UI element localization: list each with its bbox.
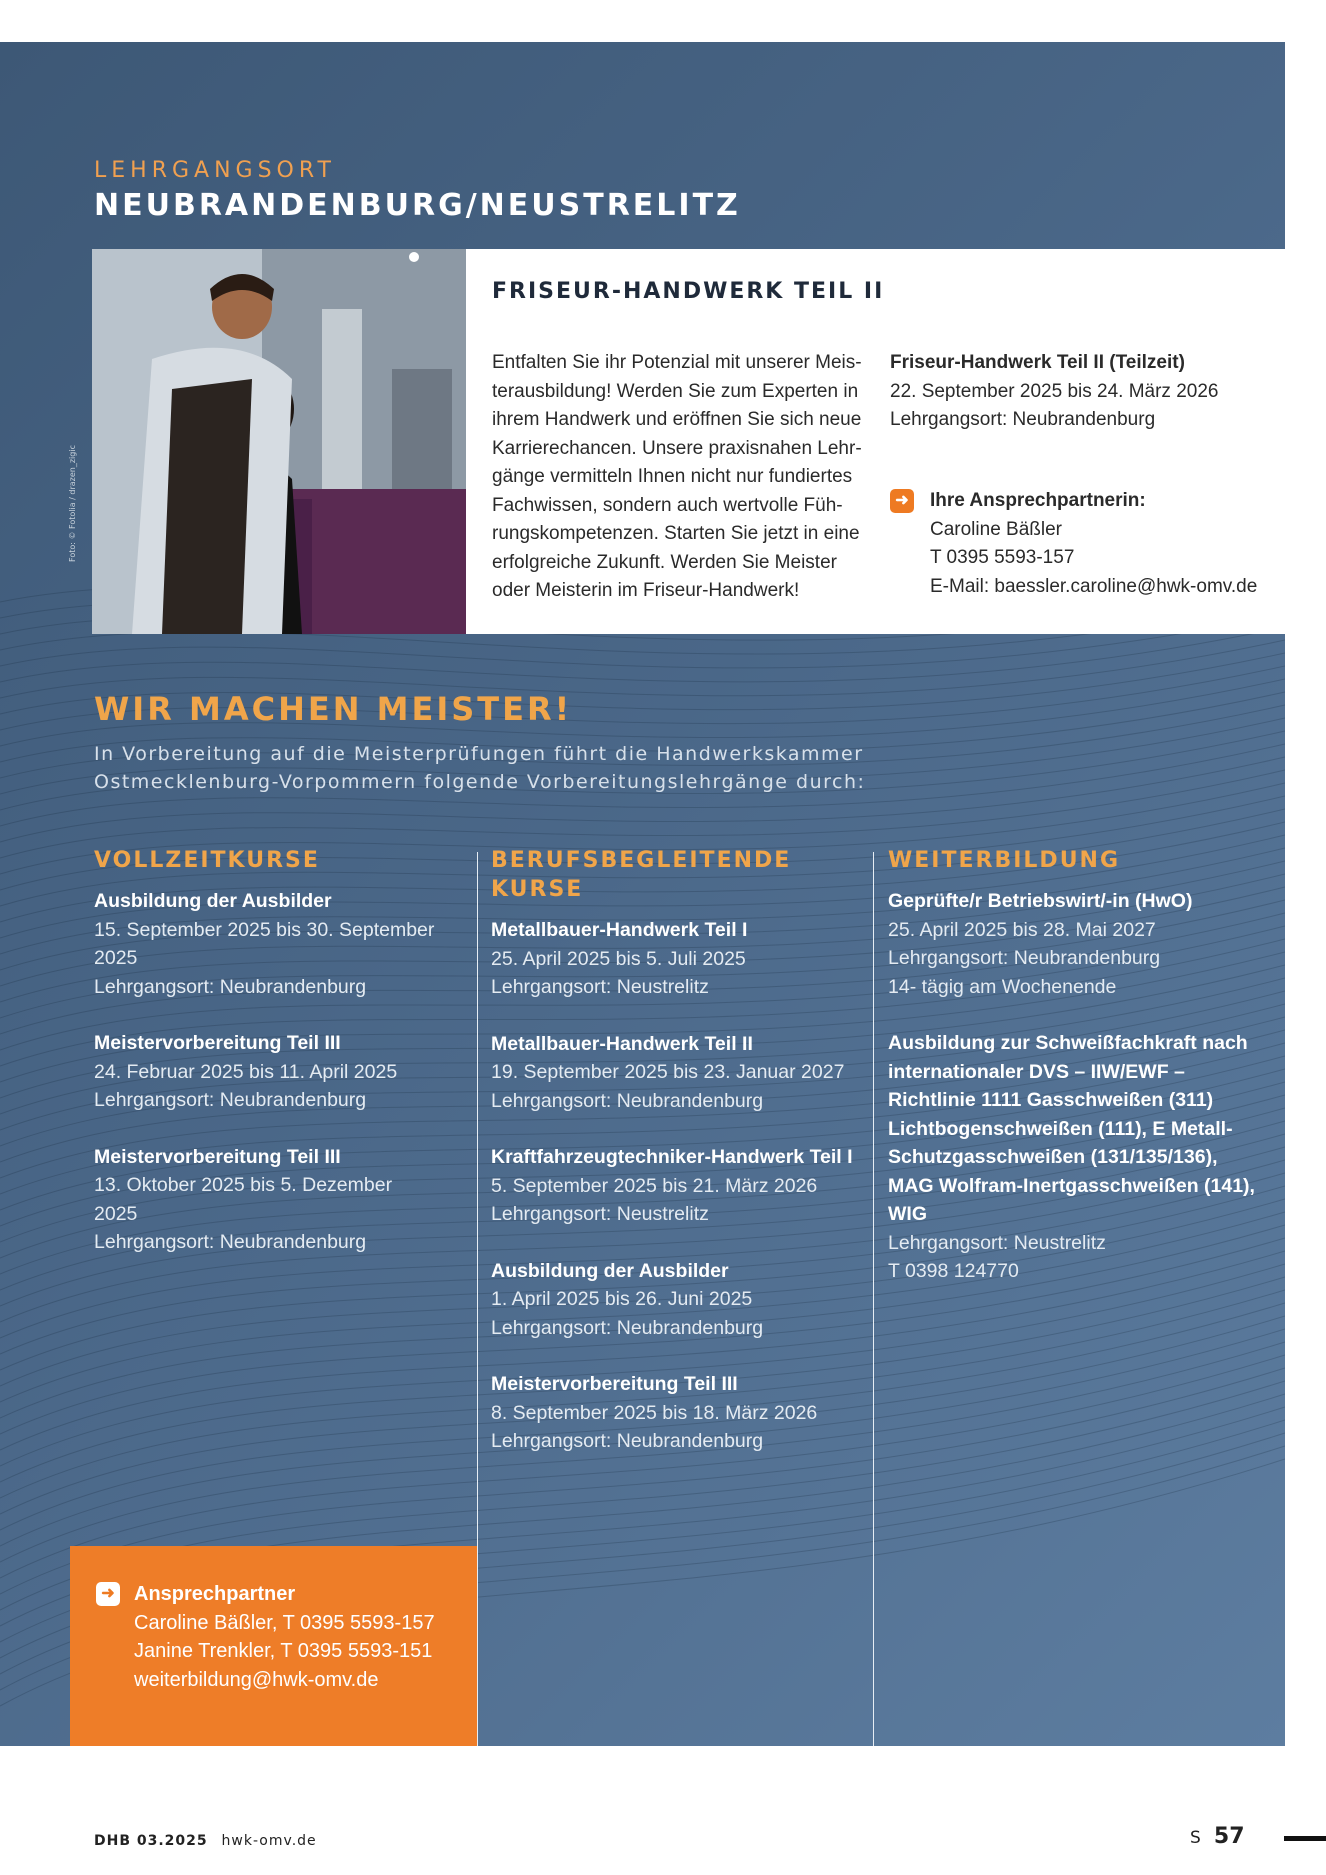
photo-credit: Foto: © Fotolia / drazen_zigic [68,445,77,562]
course-item [888,887,1273,1001]
contact-box-line[interactable]: Caroline Bäßler, T 0395 5593-157 [134,1611,435,1634]
description-line: rungskompetenzen. Starten Sie jetzt in eine [492,523,860,544]
course-dates: 15. September 2025 bis 30. September 2025 [94,918,435,969]
page-number: 57 [1213,1824,1245,1849]
contact-box-heading: Ansprechpartner [134,1583,296,1605]
column-title: BERUFSBEGLEITENDE KURSE [491,848,792,902]
course-name: Geprüfte/r Betriebswirt/-in (HwO) [888,890,1193,912]
course-item [491,916,866,1002]
course-item [491,1030,866,1116]
hairdresser-photo [92,249,466,634]
column-divider [873,852,874,1746]
featured-description [492,349,872,606]
contact-phone[interactable]: T 0395 5593-157 [930,547,1075,568]
course-location: Lehrgangsort: Neubrandenburg [94,1231,367,1253]
page-number-block [1190,1824,1245,1849]
description-line: Entfalten Sie ihr Potenzial mit unserer Meis- [492,352,862,373]
featured-course-info [890,349,1280,435]
course-location: Lehrgangsort: Neubrandenburg [94,975,367,998]
course-name: Metallbauer-Handwerk Teil I [491,919,748,941]
footer-rule [1284,1836,1326,1841]
footer-left [94,1832,317,1849]
contact-email[interactable]: E-Mail: baessler.caroline@hwk-omv.de [930,575,1258,597]
course-dates: 25. April 2025 bis 28. Mai 2027 [888,918,1156,941]
featured-course-location: Lehrgangsort: Neubrandenburg [890,409,1156,430]
course-phone[interactable]: T 0398 124770 [888,1260,1019,1282]
course-dates: 24. Februar 2025 bis 11. April 2025 [94,1060,398,1083]
course-name: Metallbauer-Handwerk Teil II [491,1032,753,1055]
description-line: oder Meisterin im Friseur-Handwerk! [492,580,800,601]
contact-heading: Ihre Ansprechpartnerin: [930,490,1146,511]
course-name: Ausbildung der Ausbilder [491,1259,729,1282]
course-dates: 19. September 2025 bis 23. Januar 2027 [491,1061,845,1083]
course-name: Kraftfahrzeugtechniker-Handwerk Teil I [491,1146,853,1168]
course-dates: 5. September 2025 bis 21. März 2026 [491,1174,818,1197]
course-item [888,1029,1273,1286]
arrow-right-icon: ➜ [890,489,914,513]
column-title: WEITERBILDUNG [888,848,1121,873]
course-location: Lehrgangsort: Neustrelitz [888,1231,1106,1254]
course-dates: 25. April 2025 bis 5. Juli 2025 [491,947,746,970]
column-vollzeitkurse [94,846,439,1285]
course-item [491,1257,866,1343]
course-dates: 1. April 2025 bis 26. Juni 2025 [491,1288,753,1310]
course-item [491,1143,866,1229]
course-location: Lehrgangsort: Neustrelitz [491,976,709,998]
course-location: Lehrgangsort: Neustrelitz [491,1203,709,1225]
featured-course-card [466,249,1285,634]
course-name: Meistervorbereitung Teil III [94,1145,341,1168]
featured-course-dates: 22. September 2025 bis 24. März 2026 [890,380,1219,402]
course-schedule: 14- tägig am Wochenende [888,975,1117,998]
website-link[interactable]: hwk-omv.de [221,1833,317,1849]
description-line: gänge vermitteln Ihnen nicht nur fundiertes [492,466,853,487]
arrow-right-icon: ➜ [96,1582,120,1606]
featured-contact [890,487,1280,601]
course-dates: 13. Oktober 2025 bis 5. Dezember 2025 [94,1174,393,1225]
column-title: VOLLZEITKURSE [94,848,320,873]
contact-box [70,1546,477,1746]
description-line: Karrierechancen. Unsere praxisnahen Lehr- [492,437,862,459]
course-name: Meistervorbereitung Teil III [94,1032,341,1054]
course-item [94,1143,439,1257]
intro-line: Ostmecklenburg-Vorpommern folgende Vorbereitungslehrgänge durch: [94,771,866,793]
description-line: Fachwissen, sondern auch wertvolle Füh- [492,494,843,516]
course-item [94,887,439,1001]
course-item [94,1029,439,1115]
main-panel [0,42,1285,1746]
page-prefix: S [1190,1828,1201,1848]
course-name: Ausbildung zur Schweißfachkraft nach internationaler DVS – IIW/EWF – Richtlinie 1111 Gasschweißen (311) Lichtbogenschweißen (111), E Metall-Schutzgasschweißen (131/135/136), MAG Wolfram-Inertgasschweißen (141), WIG [888,1032,1255,1225]
course-name: Ausbildung der Ausbilder [94,890,332,912]
course-location: Lehrgangsort: Neubrandenburg [491,1430,764,1452]
publication-label: DHB 03.2025 [94,1833,208,1849]
course-item [491,1370,866,1456]
section-intro [94,740,994,796]
location-kicker: LEHRGANGSORT [94,158,336,183]
column-weiterbildung [888,846,1273,1314]
column-berufsbegleitende-kurse [491,846,866,1484]
description-line: terausbildung! Werden Sie zum Experten in [492,380,859,402]
description-line: ihrem Handwerk und eröffnen Sie sich neue [492,409,862,430]
section-title: WIR MACHEN MEISTER! [94,690,573,728]
course-dates: 8. September 2025 bis 18. März 2026 [491,1401,818,1424]
contact-box-line[interactable]: Janine Trenkler, T 0395 5593-151 [134,1640,433,1662]
course-location: Lehrgangsort: Neubrandenburg [491,1089,764,1112]
location-headline: NEUBRANDENBURG/NEUSTRELITZ [94,188,741,223]
course-location: Lehrgangsort: Neubrandenburg [888,947,1161,969]
featured-course-title: FRISEUR-HANDWERK TEIL II [492,279,885,304]
course-name: Meistervorbereitung Teil III [491,1373,738,1395]
intro-line: In Vorbereitung auf die Meisterprüfungen führt die Handwerkskammer [94,743,864,765]
contact-name: Caroline Bäßler [930,518,1062,540]
course-location: Lehrgangsort: Neubrandenburg [491,1316,764,1339]
column-divider [477,852,478,1746]
contact-box-email[interactable]: weiterbildung@hwk-omv.de [134,1668,379,1691]
description-line: erfolgreiche Zukunft. Werden Sie Meister [492,551,837,573]
course-location: Lehrgangsort: Neubrandenburg [94,1089,367,1111]
featured-course-name: Friseur-Handwerk Teil II (Teilzeit) [890,352,1185,373]
